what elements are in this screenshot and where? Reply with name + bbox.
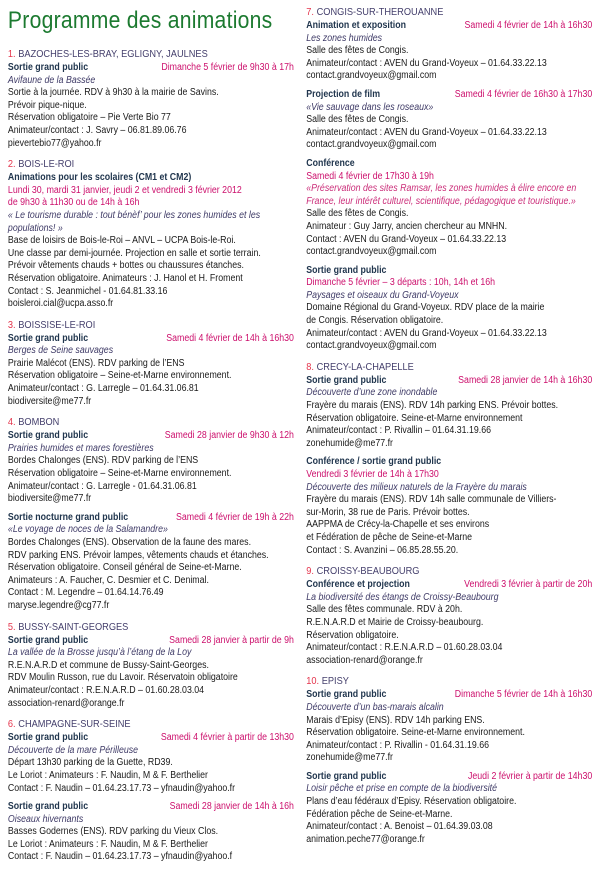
section-header [8,319,294,332]
event-type-label: Sortie grand public [306,689,387,701]
event-title: La biodiversité des étangs de Croissy-Beaubourg [306,591,499,603]
event-date: Lundi 30, mardi 31 janvier, jeudi 2 et vendredi 3 février 2012 [7,184,242,196]
section-number: 9. [306,565,314,578]
event [306,579,592,667]
event-detail-line: Le Loriot : Animateurs : F. Naudin, M & F. Berthelier [7,769,208,781]
event-detail-line: Plans d’eau fédéraux d’Episy. Réservation obligatoire. [306,796,517,808]
event-header [306,375,592,388]
event-detail-line: et Fédération de pêche de Seine-et-Marne [306,531,473,543]
email-text: Contact : F. Naudin – 01.64.23.17.73 – yfnaudin@yahoo.fr [7,782,236,794]
event-date: Samedi 4 février de 14h à 16h30 [464,20,593,31]
event-header [8,512,294,525]
section-boissise-le-roi [8,319,294,409]
event-header [306,158,592,171]
event-detail-line: Domaine Régional du Grand-Voyeux. RDV place de la mairie [306,302,545,314]
event-detail-line: Fédération pêche de Seine-et-Marne. [306,808,453,820]
event-date: Dimanche 5 février – 3 départs : 10h, 14h et 16h [306,277,496,289]
event-detail-line: Contact : M. Legendre – 01.64.14.76.49 [7,587,164,599]
email-text: contact.grandvoyeux@gmail.com [306,246,437,258]
event-type-label: Projection de film [306,88,381,100]
event-date: Samedi 4 février à partir de 13h30 [160,732,294,744]
section-episy [306,675,592,846]
section-header [306,565,592,578]
event-detail-line: Salle des fêtes de Congis. [306,114,409,126]
event-title: «Vie sauvage dans les roseaux» [306,101,434,113]
event-type-label: Sortie grand public [7,62,89,73]
email-text: zonehumide@me77.fr [306,752,393,764]
email-text: contact.grandvoyeux@gmail.com [306,139,437,151]
event [306,89,592,152]
event-detail-line: Salle des fêtes de Congis. [306,45,409,57]
event [8,172,294,311]
event-date: Samedi 28 janvier de 14h à 16h [169,801,294,813]
section-number: 2. [7,158,16,171]
event-date: Jeudi 2 février à partir de 14h30 [467,770,593,782]
email-text: biodiversite@me77.fr [7,395,92,407]
event-detail-line: AAPPMA de Crécy-la-Chapelle et ses environs [306,519,490,531]
event-detail-line: Animateur/contact : R.E.N.A.R.D – 01.60.28.03.04 [7,684,205,696]
email-text: animation.peche77@orange.fr [306,833,425,845]
event-detail-line: Réservation obligatoire. Animateurs : J. Hanol et H. Froment [7,272,243,284]
event-type-label: Sortie nocturne grand public [7,511,129,523]
event-detail-line: Départ 13h30 parking de la Guette, RD39. [7,757,173,769]
event-detail-line: Frayère du marais (ENS). RDV 14h parking ENS. Prévoir bottes. [306,400,559,412]
email-text: boisleroi.cial@ucpa.asso.fr [7,298,114,310]
section-header [8,48,294,61]
section-header [306,675,592,688]
event-detail-line: Le Loriot : Animateurs : F. Naudin, M & F. Berthelier [7,838,208,850]
event-detail-line: Animateur/contact : G. Larregle – 01.64.31.06.81 [7,383,199,395]
event-date: Vendredi 3 février de 14h à 17h30 [306,469,439,480]
section-town: BOMBON [18,416,60,429]
event-detail-line: Bordes Chalonges (ENS). RDV parking de l’ENS [7,455,199,467]
event-type-label: Sortie grand public [7,801,89,813]
left-column [8,6,294,872]
event-type-label: Sortie grand public [7,634,89,646]
two-column-layout [8,6,592,872]
event-date: de 9h30 à 11h30 ou de 14h à 16h [7,197,140,209]
event-date: Vendredi 3 février à partir de 20h [464,579,593,591]
event-detail-line: R.E.N.A.R.D et commune de Bussy-Saint-Georges. [7,659,209,671]
event [8,732,294,795]
section-number: 4. [7,416,16,429]
event-detail-line: Animateur/contact : A. Benoist – 01.64.39.03.08 [306,821,493,833]
event-detail-line: Contact : AVEN du Grand-Voyeux – 01.64.33.22.13 [306,233,507,245]
event [8,512,294,613]
event-detail-line: Base de loisirs de Bois-le-Roi – ANVL – UCPA Bois-le-Roi. [7,235,236,247]
event-header [8,732,294,745]
section-congis-sur-therouanne [306,6,592,353]
event-type-label: Sortie grand public [306,770,387,782]
section-number: 1. [7,48,16,60]
event-detail-line: RDV parking ENS. Prévoir lampes, vêtements chauds et étanches. [7,549,269,561]
event-detail-line: Prairie Malécot (ENS). RDV parking de l’ENS [7,357,185,369]
event-detail-line: Réservation obligatoire. Seine-et-Marne environnement [306,412,523,424]
event [8,333,294,409]
event-header [8,801,294,814]
section-number: 6. [7,718,16,731]
section-town: CROISSY-BEAUBOURG [316,565,420,578]
event-type-label: Conférence / sortie grand public [306,456,442,468]
email-text: Contact : F. Naudin – 01.64.23.17.73 – yfnaudin@yahoo.f [7,851,233,863]
event-header [306,689,592,702]
section-bussy-saint-georges [8,621,294,711]
event-detail-line: Réservation obligatoire. Conseil général de Seine-et-Marne. [7,562,242,574]
email-text: maryse.legendre@cg77.fr [7,599,110,611]
event-detail-line: Réservation obligatoire – Seine-et-Marne environnement. [7,468,232,480]
event-type-label: Conférence [306,157,355,169]
event-date: Samedi 4 février de 14h à 16h30 [166,332,294,344]
email-text: pievertebio77@yahoo.fr [7,137,102,149]
section-town: BOIS-LE-ROI [18,158,75,171]
event-detail-line: Animateur/contact : AVEN du Grand-Voyeux – 01.64.33.22.13 [306,327,547,339]
section-header [8,416,294,429]
section-town: EPISY [321,675,349,688]
event-detail-line: Animateur/contact : P. Rivallin - 01.64.31.19.66 [306,739,490,751]
event [306,375,592,451]
event-title: Oiseaux hivernants [7,813,84,825]
event-title: Berges de Seine sauvages [7,345,114,357]
event-header [306,89,592,102]
right-column [306,6,592,872]
event-detail-line: Réservation obligatoire. Seine-et-Marne environnement. [306,727,525,739]
event-detail-line: Salle des fêtes de Congis. [306,208,409,220]
event-detail-line: Animateur/contact : G. Larregle - 01.64.31.06.81 [7,480,197,492]
event-detail-line: de Congis. Réservation obligatoire. [306,315,444,327]
event-date: Samedi 28 janvier de 9h30 à 12h [164,430,294,442]
event-header [8,430,294,443]
event-detail-line: Contact : S. Jeanmichel - 01.64.81.33.16 [7,285,168,297]
event-detail-line: Une classe par demi-journée. Projection en salle et sortie terrain. [7,247,261,259]
event-detail-line: Salle des fêtes communale. RDV à 20h. [306,604,463,616]
event-date: Dimanche 5 février de 14h à 16h30 [454,689,593,701]
event-type-label: Sortie grand public [306,264,387,276]
event-title: «Le voyage de noces de la Salamandre» [7,524,168,536]
event-detail-line: Frayère du marais (ENS). RDV 14h salle communale de Villiers- [306,494,557,506]
event-header [306,456,592,469]
event-title: «Préservation des sites Ramsar, les zones humides à élire encore en France, leur intérêt culturel, scientifique, pédagogique et touristique.» [306,183,577,207]
event-date: Samedi 4 février de 16h30 à 17h30 [454,88,593,100]
event-date: Samedi 28 janvier de 14h à 16h30 [458,374,593,386]
event-title: Avifaune de la Bassée [7,74,96,86]
event-title: « Le tourisme durable : tout bénèf’ pour les zones humides et les populations! » [7,209,261,234]
event-type-label: Sortie grand public [7,332,89,344]
section-town: CONGIS-SUR-THEROUANNE [316,6,444,18]
section-town: BUSSY-SAINT-GEORGES [18,620,129,633]
event-type-label: Conférence et projection [306,579,410,591]
event-header [8,172,294,185]
event-date: Dimanche 5 février de 9h30 à 17h [161,62,294,73]
email-text: contact.grandvoyeux@gmail.com [306,70,437,82]
section-champagne-sur-seine [8,718,294,864]
event-title: Prairies humides et mares forestières [7,442,154,454]
event-detail-line: Animateur/contact : P. Rivallin – 01.64.31.19.66 [306,425,491,437]
event-header [8,333,294,346]
event-title: Les zones humides [306,32,383,44]
email-text: association-renard@orange.fr [7,697,125,709]
event-header [306,265,592,278]
section-header [8,158,294,171]
email-text: association-renard@orange.fr [306,654,423,666]
section-town: CRECY-LA-CHAPELLE [316,360,414,373]
event-detail-line: Prévoir vêtements chauds + bottes ou chaussures étanches. [7,260,244,272]
section-town: BOISSISE-LE-ROI [18,318,96,331]
event-detail-line: sur-Morin, 38 rue de Paris. Prévoir bottes. [306,506,470,518]
event-header [8,62,294,75]
event-title: Découverte d’une zone inondable [306,387,438,399]
event-detail-line: Animateurs : A. Faucher, C. Desmier et C. Denimal. [7,574,209,586]
event-detail-line: Basses Godernes (ENS). RDV parking du Vieux Clos. [7,826,219,838]
section-town: BAZOCHES-LES-BRAY, EGLIGNY, JAULNES [18,48,208,60]
section-header [306,361,592,374]
event-header [306,20,592,33]
event-detail-line: Animateur/contact : AVEN du Grand-Voyeux – 01.64.33.22.13 [306,57,547,69]
event-detail-line: Réservation obligatoire – Seine-et-Marne environnement. [7,370,232,382]
event [306,771,592,847]
section-header [8,621,294,634]
event-detail-line: RDV Moulin Russon, rue du Lavoir. Réservatoin obligatoire [7,672,238,684]
event-type-label: Sortie grand public [7,430,89,442]
section-number: 10. [306,675,320,688]
event-type-label: Animations pour les scolaires (CM1 et CM2) [7,172,192,184]
section-number: 3. [7,318,16,331]
event-detail-line: Animateur/contact : AVEN du Grand-Voyeux – 01.64.33.22.13 [306,126,547,138]
section-number: 7. [306,6,314,18]
event-detail-line: Réservation obligatoire. [306,629,399,641]
event-title: Paysages et oiseaux du Grand-Voyeux [306,289,459,301]
event [306,20,592,83]
event-detail-line: Contact : S. Avanzini – 06.85.28.55.20. [306,544,459,556]
section-bois-le-roi [8,158,294,311]
page-title: Programme des animations [7,7,273,34]
event-title: La vallée de la Brosse jusqu’à l’étang de la Loy [7,647,192,659]
event-type-label: Sortie grand public [7,732,89,744]
event-title: Loisir pêche et prise en compte de la biodiversité [306,783,498,795]
event-detail-line: Animateur : Guy Jarry, ancien chercheur au MNHN. [306,220,508,232]
event-detail-line: Animateur/contact : R.E.N.A.R.D – 01.60.28.03.04 [306,642,503,654]
event-detail-line: Réservation obligatoire – Pie Verte Bio 77 [7,112,171,124]
event-title: Découverte des milieux naturels de la Frayère du marais [306,481,527,493]
event [8,635,294,711]
event [8,430,294,506]
event-header [306,579,592,592]
event-detail-line: Bordes Chalonges (ENS). Observation de la faune des mares. [7,537,252,548]
email-text: contact.grandvoyeux@gmail.com [306,340,437,352]
event [8,801,294,864]
event-title: Découverte d’un bas-marais alcalin [306,701,444,713]
event-detail-line: R.E.N.A.R.D et Mairie de Croissy-beaubourg. [306,616,484,628]
section-number: 8. [306,360,314,373]
event-title: Découverte de la mare Périlleuse [7,744,139,756]
event-date: Samedi 28 janvier à partir de 9h [169,634,294,646]
section-crecy-la-chapelle [306,361,592,557]
event-header [306,771,592,784]
section-bazoches-les-bray-egligny-jaulnes [8,48,294,150]
section-bombon [8,416,294,612]
event-header [8,635,294,648]
event [306,689,592,765]
email-text: biodiversite@me77.fr [7,493,92,505]
event [8,62,294,150]
event-type-label: Sortie grand public [306,374,387,386]
event-date: Samedi 4 février de 19h à 22h [176,511,294,523]
section-town: CHAMPAGNE-SUR-SEINE [18,718,131,731]
email-text: zonehumide@me77.fr [306,437,393,449]
event [306,158,592,259]
section-croissy-beaubourg [306,565,592,667]
section-header [306,6,592,19]
event-detail-line: Sortie à la journée. RDV à 9h30 à la mairie de Savins. [7,87,219,99]
event-detail-line: Marais d’Episy (ENS). RDV 14h parking ENS. [306,714,485,726]
event-date: Samedi 4 février de 17h30 à 19h [306,170,434,182]
event-type-label: Animation et exposition [306,20,406,31]
section-number: 5. [7,620,16,633]
section-header [8,718,294,731]
event-detail-line: Animateur/contact : J. Savry – 06.81.89.06.76 [7,124,187,136]
event [306,456,592,557]
event [306,265,592,353]
event-detail-line: Prévoir pique-nique. [7,99,87,111]
